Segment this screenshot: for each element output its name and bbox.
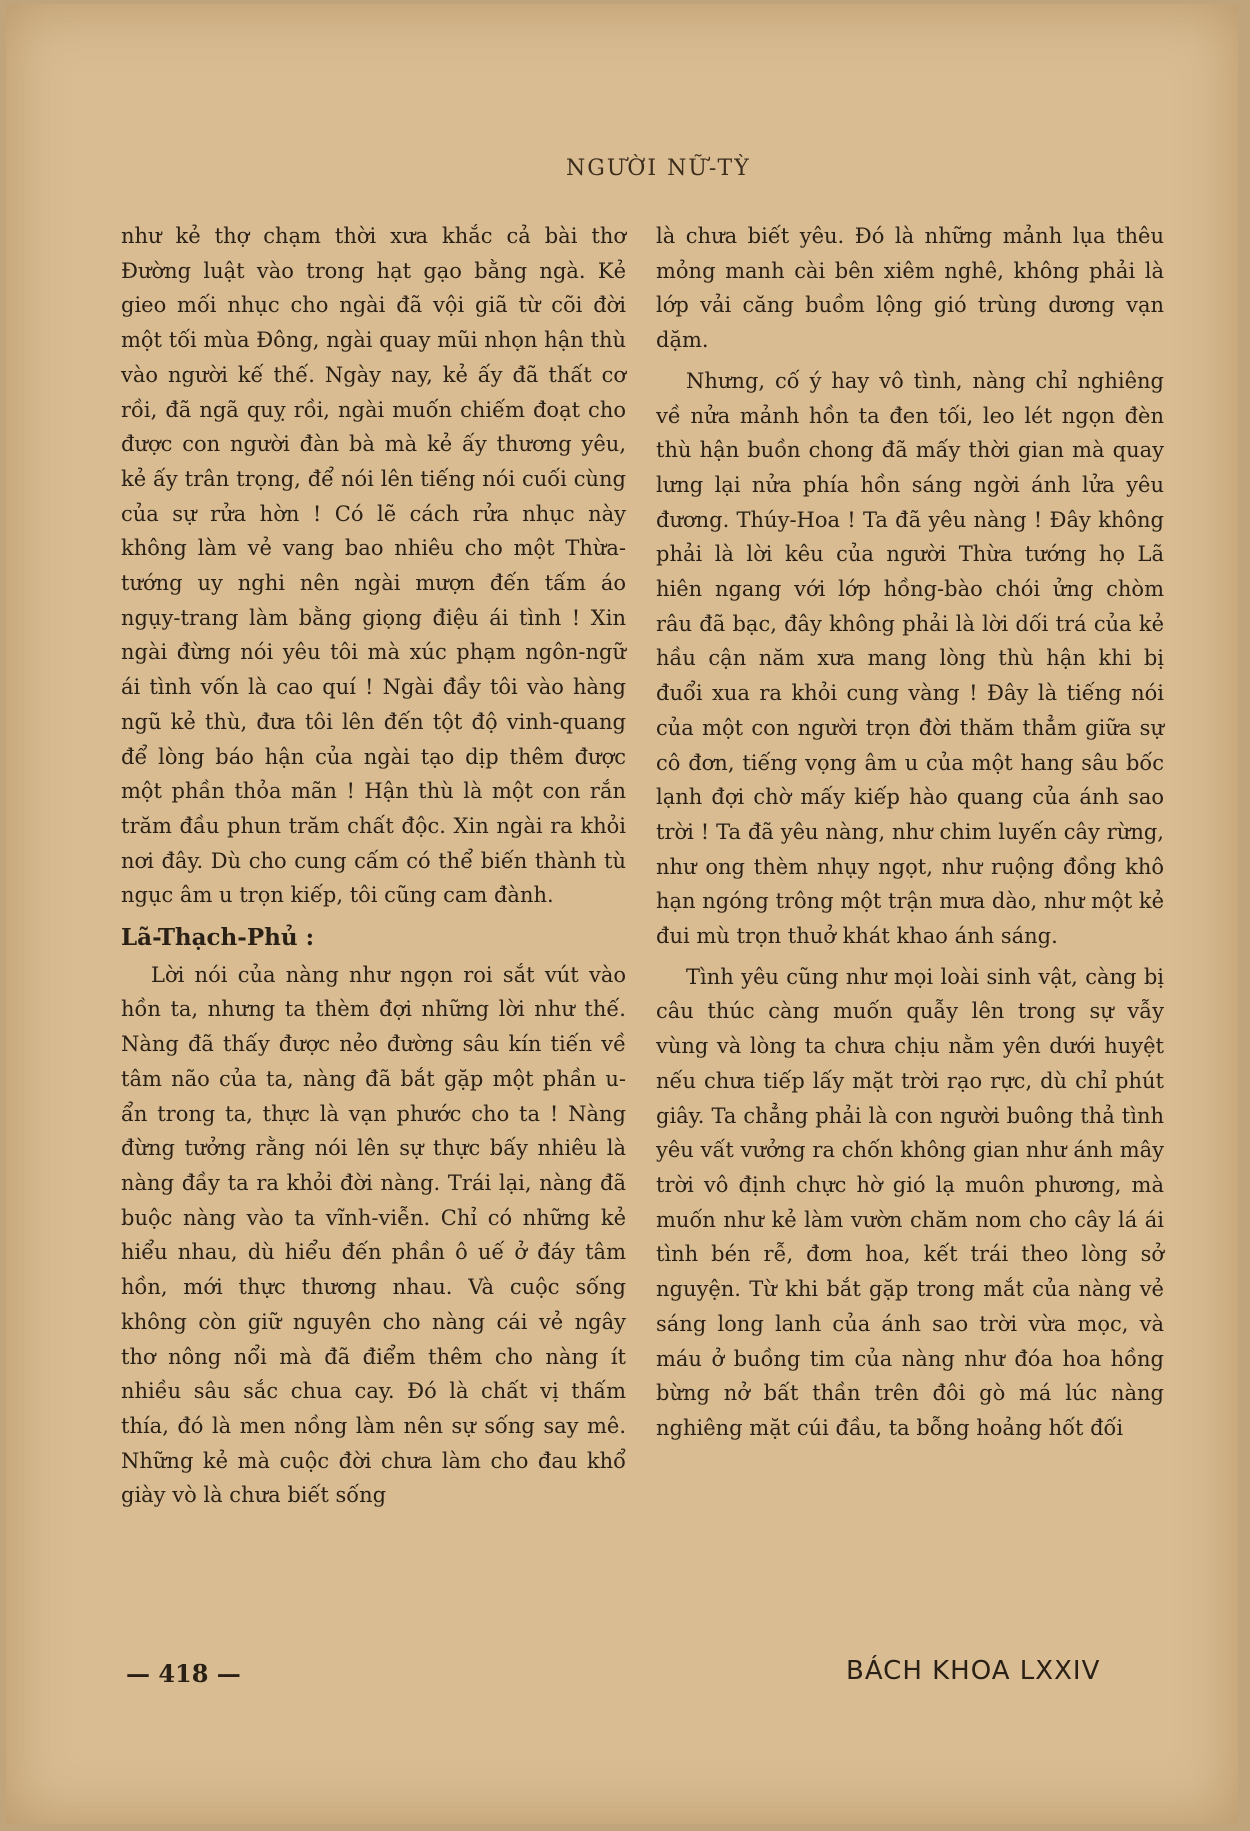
paragraph: Tình yêu cũng như mọi loài sinh vật, càng bị câu thúc càng muốn quẫy lên trong sự vẫy vùng và lòng ta chưa chịu nằm yên dưới huyệt nếu chưa tiếp lấy mặt trời rạo rực, dù chỉ phút giây. Ta chẳng phải là con người buông thả tình yêu vất vưởng ra chốn không gian như ánh mây trời vô định chực hờ gió lạ muôn phương, mà muốn như kẻ làm vườn chăm nom cho cây lá ái tình bén rễ, đơm hoa, kết trái theo lòng sở nguyện. Từ khi bắt gặp trong mắt của nàng vẻ sáng long lanh của ánh sao trời vừa mọc, và máu ở buồng tim của nàng như đóa hoa hồng bừng nở bất thần trên đôi gò má lúc nàng nghiêng mặt cúi đầu, ta bỗng hoảng hốt đối xyxy=(656,964,1164,1440)
magazine-page xyxy=(6,4,1238,1824)
left-column xyxy=(121,219,626,1513)
paragraph: Nhưng, cố ý hay vô tình, nàng chỉ nghiêng về nửa mảnh hồn ta đen tối, leo lét ngọn đèn thù hận buồn chong đã mấy thời gian mà quay lưng lại nửa phía hồn sáng ngời ánh lửa yêu đương. Thúy-Hoa ! Ta đã yêu nàng ! Đây không phải là lời kêu của người Thừa tướng họ Lã hiên ngang với lớp hồng-bào chói ửng chòm râu đã bạc, đây không phải là lời dối trá của kẻ hầu cận năm xưa mang lòng thù hận khi bị đuổi xua ra khỏi cung vàng ! Đây là tiếng nói của một con người trọn đời thăm thẳm giữa sự cô đơn, tiếng vọng âm u của một hang sâu bốc lạnh đợi chờ mấy kiếp hào quang của ánh sao trời ! Ta đã yêu nàng, như chim luyến cây rừng, như ong thèm nhụy ngọt, như ruộng đồng khô hạn ngóng trông một trận mưa dào, như một kẻ đui mù trọn thuở khát khao ánh sáng. xyxy=(656,368,1164,949)
speaker-name: Lã-Thạch-Phủ : xyxy=(121,924,315,952)
paragraph: Lời nói của nàng như ngọn roi sắt vút vào hồn ta, nhưng ta thèm đợi những lời như thế. Nàng đã thấy được nẻo đường sâu kín tiến về tâm não của ta, nàng đã bắt gặp một phần u-ẩn trong ta, thực là vạn phước cho ta ! Nàng đừng tưởng rằng nói lên sự thực bấy nhiêu là nàng đầy ta ra khỏi đời nàng. Trái lại, nàng đã buộc nàng vào ta vĩnh-viễn. Chỉ có những kẻ hiểu nhau, dù hiểu đến phần ô uế ở đáy tâm hồn, mới thực thương nhau. Và cuộc sống không còn giữ nguyên cho nàng cái vẻ ngây thơ nông nổi mà đã điểm thêm cho nàng ít nhiều sâu sắc chua cay. Đó là chất vị thấm thía, đó là men nồng làm nên sự sống say mê. Những kẻ mà cuộc đời chưa làm cho đau khổ giày vò là chưa biết sống xyxy=(121,962,626,1508)
right-column xyxy=(656,219,1164,1446)
magazine-title: BÁCH KHOA LXXIV xyxy=(846,1656,1101,1686)
page-number: — 418 — xyxy=(126,1659,241,1688)
paragraph: là chưa biết yêu. Đó là những mảnh lụa thêu mỏng manh cài bên xiêm nghê, không phải là lớp vải căng buồm lộng gió trùng dương vạn dặm. xyxy=(656,224,1164,353)
paragraph: như kẻ thợ chạm thời xưa khắc cả bài thơ Đường luật vào trong hạt gạo bằng ngà. Kẻ gieo mối nhục cho ngài đã vội giã từ cõi đời một tối mùa Đông, ngài quay mũi nhọn hận thù vào người kế thế. Ngày nay, kẻ ấy đã thất cơ rồi, đã ngã quỵ rồi, ngài muốn chiếm đoạt cho được con người đàn bà mà kẻ ấy thương yêu, kẻ ấy trân trọng, để nói lên tiếng nói cuối cùng của sự rửa hờn ! Có lẽ cách rửa nhục này không làm vẻ vang bao nhiêu cho một Thừa-tướng uy nghi nên ngài mượn đến tấm áo ngụy-trang làm bằng giọng điệu ái tình ! Xin ngài đừng nói yêu tôi mà xúc phạm ngôn-ngữ ái tình vốn là cao quí ! Ngài đầy tôi vào hàng ngũ kẻ thù, đưa tôi lên đến tột độ vinh-quang để lòng báo hận của ngài tạo dịp thêm được một phần thỏa mãn ! Hận thù là một con rắn trăm đầu phun trăm chất độc. Xin ngài ra khỏi nơi đây. Dù cho cung cấm có thể biến thành tù ngục âm u trọn kiếp, tôi cũng cam đành. xyxy=(121,224,626,908)
running-title: NGƯỜI NỮ-TỲ xyxy=(566,156,751,181)
